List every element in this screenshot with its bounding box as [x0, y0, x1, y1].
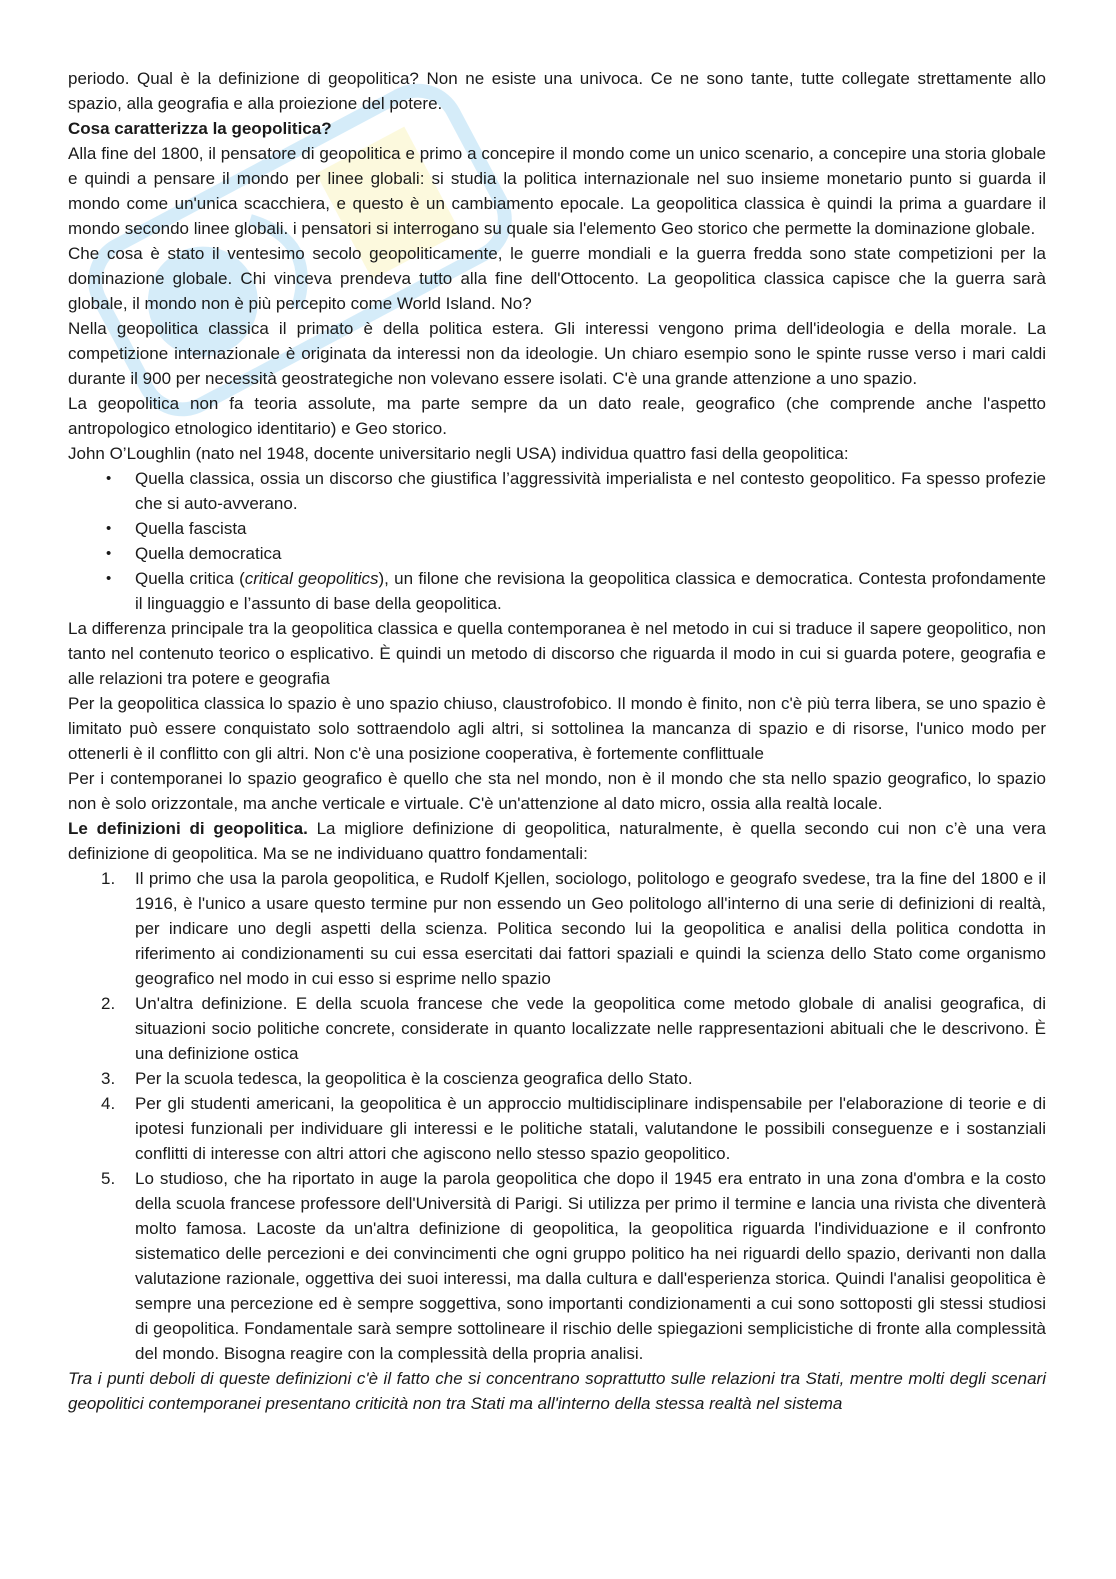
bullet-icon: •	[106, 470, 112, 487]
definition-item: 3. Per la scuola tedesca, la geopolitica è la coscienza geografica dello Stato.	[101, 1069, 693, 1088]
paragraph-spazio-chiuso: Per la geopolitica classica lo spazio è uno spazio chiuso, claustrofobico. Il mondo è finito, non c'è più terra libera, se uno spazio è limitato può essere conquistato solo sottraendolo agli altri, si sottolinea la mancanza di spazio e di risorse, l'unico modo per ottenerli è il conflitto con gli altri. Non c'è una posizione cooperativa, è fortemente conflittuale	[68, 694, 1046, 763]
paragraph-ventesimo-secolo: Che cosa è stato il ventesimo secolo geopoliticamente, le guerre mondiali e la guerra fredda sono state competizioni per la dominazione globale. Chi vinceva prendeva tutto alla fine dell'Ottocento. La geopolitica classica capisce che la guerra sarà globale, il mondo non è più percepito come World Island. No?	[68, 244, 1046, 313]
phase-fascista: • Quella fascista	[68, 516, 1046, 541]
bullet-icon: •	[106, 570, 112, 587]
definitions-heading: Le definizioni di geopolitica.	[68, 819, 308, 838]
phases-list	[68, 466, 1046, 616]
section-heading-characterize: Cosa caratterizza la geopolitica?	[68, 119, 332, 138]
phase-classica: • Quella classica, ossia un discorso che giustifica l’aggressività imperialista e nel contesto geopolitico. Fa spesso profezie che si auto-avverano.	[68, 466, 1046, 516]
paragraph-1800: Alla fine del 1800, il pensatore di geopolitica e primo a concepire il mondo come un unico scenario, a concepire una storia globale e quindi a pensare il mondo per linee globali: si studia la politica internazionale nel suo insieme monetario punto si guarda il mondo come un'unica scacchiera, e questo è un cambiamento epocale. La geopolitica classica è quindi la prima a guardare il mondo secondo linee globali. i pensatori si interrogano su quale sia l'elemento Geo storico che permette la dominazione globale.	[68, 144, 1046, 238]
definitions-list	[68, 866, 1046, 1366]
paragraph-teoria: La geopolitica non fa teoria assolute, ma parte sempre da un dato reale, geografico (che comprende anche l'aspetto antropologico etnologico identitario) e Geo storico.	[68, 394, 1046, 438]
bullet-icon: •	[106, 545, 112, 562]
paragraph-oloughlin: John O’Loughlin (nato nel 1948, docente universitario negli USA) individua quattro fasi della geopolitica:	[68, 444, 849, 463]
paragraph-primato-politica-estera: Nella geopolitica classica il primato è della politica estera. Gli interessi vengono prima dell'ideologia e della morale. La competizione internazionale è originata da interessi non da ideologie. Un chiaro esempio sono le spinte russe verso i mari caldi durante il 900 per necessità geostrategiche non volevano essere isolati. C'è una grande attenzione a uno spazio.	[68, 319, 1046, 388]
intro-paragraph: periodo. Qual è la definizione di geopolitica? Non ne esiste una univoca. Ce ne sono tante, tutte collegate strettamente allo spazio, alla geografia e alla proiezione del potere.	[68, 69, 1046, 113]
paragraph-contemporanei: Per i contemporanei lo spazio geografico è quello che sta nel mondo, non è il mondo che sta nello spazio geografico, lo spazio non è solo orizzontale, ma anche verticale e virtuale. C'è un'attenzione al dato micro, ossia alla realtà locale.	[68, 769, 1046, 813]
document-page	[68, 66, 1046, 1416]
phase-critica: • Quella critica (critical geopolitics), un filone che revisiona la geopolitica classica e democratica. Contesta profondamente il linguaggio e l’assunto di base della geopolitica.	[68, 566, 1046, 616]
closing-paragraph: Tra i punti deboli di queste definizioni c'è il fatto che si concentrano soprattutto sulle relazioni tra Stati, mentre molti degli scenari geopolitici contemporanei presentano criticità non tra Stati ma all'interno della stessa realtà nel sistema	[68, 1369, 1046, 1413]
critical-geopolitics-term: critical geopolitics	[244, 569, 379, 588]
definition-item: 4. Per gli studenti americani, la geopolitica è un approccio multidisciplinare indispensabile per l'elaborazione di teorie e di ipotesi funzionali per individuare gli interessi e le politiche statali, valutandone le possibili conseguenze e i sostanziali conflitti di interesse con altri attori che agiscono nello stesso spazio geopolitico.	[101, 1094, 1046, 1163]
definitions-intro: La migliore definizione di geopolitica, naturalmente, è quella secondo cui non c’è una vera definizione di geopolitica. Ma se ne individuano quattro fondamentali:	[68, 819, 1046, 863]
bullet-icon: •	[106, 520, 112, 537]
paragraph-differenza: La differenza principale tra la geopolitica classica e quella contemporanea è nel metodo in cui si traduce il sapere geopolitico, non tanto nel contenuto teorico o esplicativo. È quindi un metodo di discorso che riguarda il modo in cui si guarda potere, geografia e alle relazioni tra potere e geografia	[68, 619, 1046, 688]
definition-item: 1. Il primo che usa la parola geopolitica, e Rudolf Kjellen, sociologo, politologo e geografo svedese, tra la fine del 1800 e il 1916, è l'unico a usare questo termine pur non essendo un Geo politologo all'interno di una serie di definizioni di realtà, per indicare uno degli aspetti della scienza. Politica secondo lui la geopolitica e analisi della politica condotta in riferimento ai condizionamenti su cui essa esercitati dai fattori spaziali e quindi la scienza dello Stato come organismo geografico nel modo in cui esso si esprime nello spazio	[101, 869, 1046, 988]
paragraph-definizioni	[68, 816, 1046, 866]
definition-item: 5. Lo studioso, che ha riportato in auge la parola geopolitica che dopo il 1945 era entrato in una zona d'ombra e la costo della scuola francese professore dell'Università di Parigi. Si utilizza per primo il termine e lancia una rivista che diventerà molto famosa. Lacoste da un'altra definizione di geopolitica, la geopolitica riguarda l'individuazione e il confronto sistematico delle percezioni e dei convincimenti che ogni gruppo politico ha nei riguardi dello spazio, derivanti non dalla valutazione razionale, oggettiva dei suoi interessi, ma dalla cultura e dall'esperienza storica. Quindi l'analisi geopolitica è sempre una percezione ed è sempre soggettiva, sono importanti condizionamenti a cui sono sottoposti gli stessi studiosi di geopolitica. Fondamentale sarà sempre sottolineare il rischio delle spiegazioni semplicistiche di fronte alla complessità del mondo. Bisogna reagire con la complessità della propria analisi.	[101, 1169, 1046, 1363]
phase-democratica: • Quella democratica	[68, 541, 1046, 566]
definition-item: 2. Un'altra definizione. E della scuola francese che vede la geopolitica come metodo globale di analisi geografica, di situazioni socio politiche concrete, considerate in quanto localizzate nelle rappresentazioni abituali che le descrivono. È una definizione ostica	[101, 994, 1046, 1063]
